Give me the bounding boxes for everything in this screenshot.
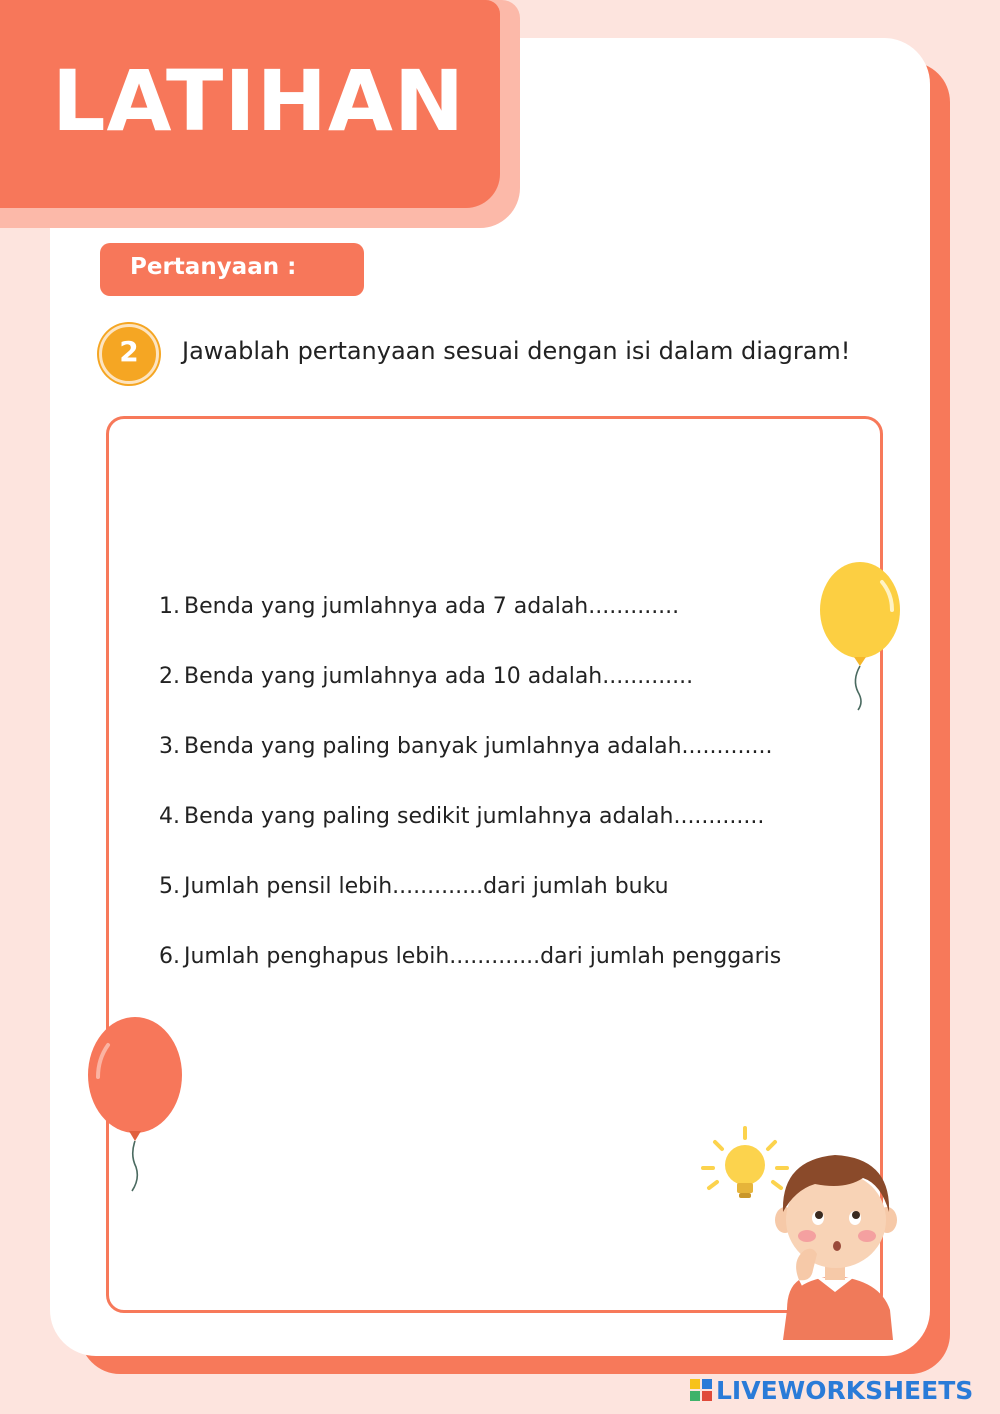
question-list xyxy=(150,594,840,1014)
question-item-number: 2. xyxy=(159,664,180,689)
question-item xyxy=(150,874,840,944)
section-label: Pertanyaan : xyxy=(130,254,297,280)
title-banner xyxy=(0,0,500,208)
question-item xyxy=(150,594,840,664)
question-item-number: 3. xyxy=(159,734,180,759)
question-item-text: Benda yang jumlahnya ada 7 adalah............. xyxy=(184,594,680,619)
question-number: 2 xyxy=(119,335,139,368)
question-number-badge xyxy=(99,324,159,384)
question-instruction: Jawablah pertanyaan sesuai dengan isi dalam diagram! xyxy=(182,337,851,365)
liveworksheets-text: LIVEWORKSHEETS xyxy=(716,1375,974,1405)
question-item-text: Benda yang paling banyak jumlahnya adalah............. xyxy=(184,734,773,759)
page-title: LATIHAN xyxy=(52,52,466,150)
question-item-number: 4. xyxy=(159,804,180,829)
question-item xyxy=(150,734,840,804)
section-label-pill xyxy=(100,243,364,296)
red-balloon-icon xyxy=(82,1015,188,1195)
thinking-boy-illustration xyxy=(695,1120,905,1340)
yellow-balloon-icon xyxy=(812,560,908,715)
question-item-text: Jumlah pensil lebih.............dari jumlah buku xyxy=(184,874,669,899)
question-item-text: Benda yang paling sedikit jumlahnya adalah............. xyxy=(184,804,765,829)
question-item-number: 1. xyxy=(159,594,180,619)
question-item-text: Benda yang jumlahnya ada 10 adalah............. xyxy=(184,664,694,689)
question-item xyxy=(150,804,840,874)
question-item-number: 6. xyxy=(159,944,180,969)
liveworksheets-logo-icon xyxy=(690,1379,712,1401)
liveworksheets-watermark xyxy=(690,1374,973,1406)
lightbulb-icon xyxy=(703,1128,787,1198)
question-item xyxy=(150,944,840,1014)
question-item-text: Jumlah penghapus lebih.............dari jumlah penggaris xyxy=(184,944,782,969)
question-item xyxy=(150,664,840,734)
question-item-number: 5. xyxy=(159,874,180,899)
